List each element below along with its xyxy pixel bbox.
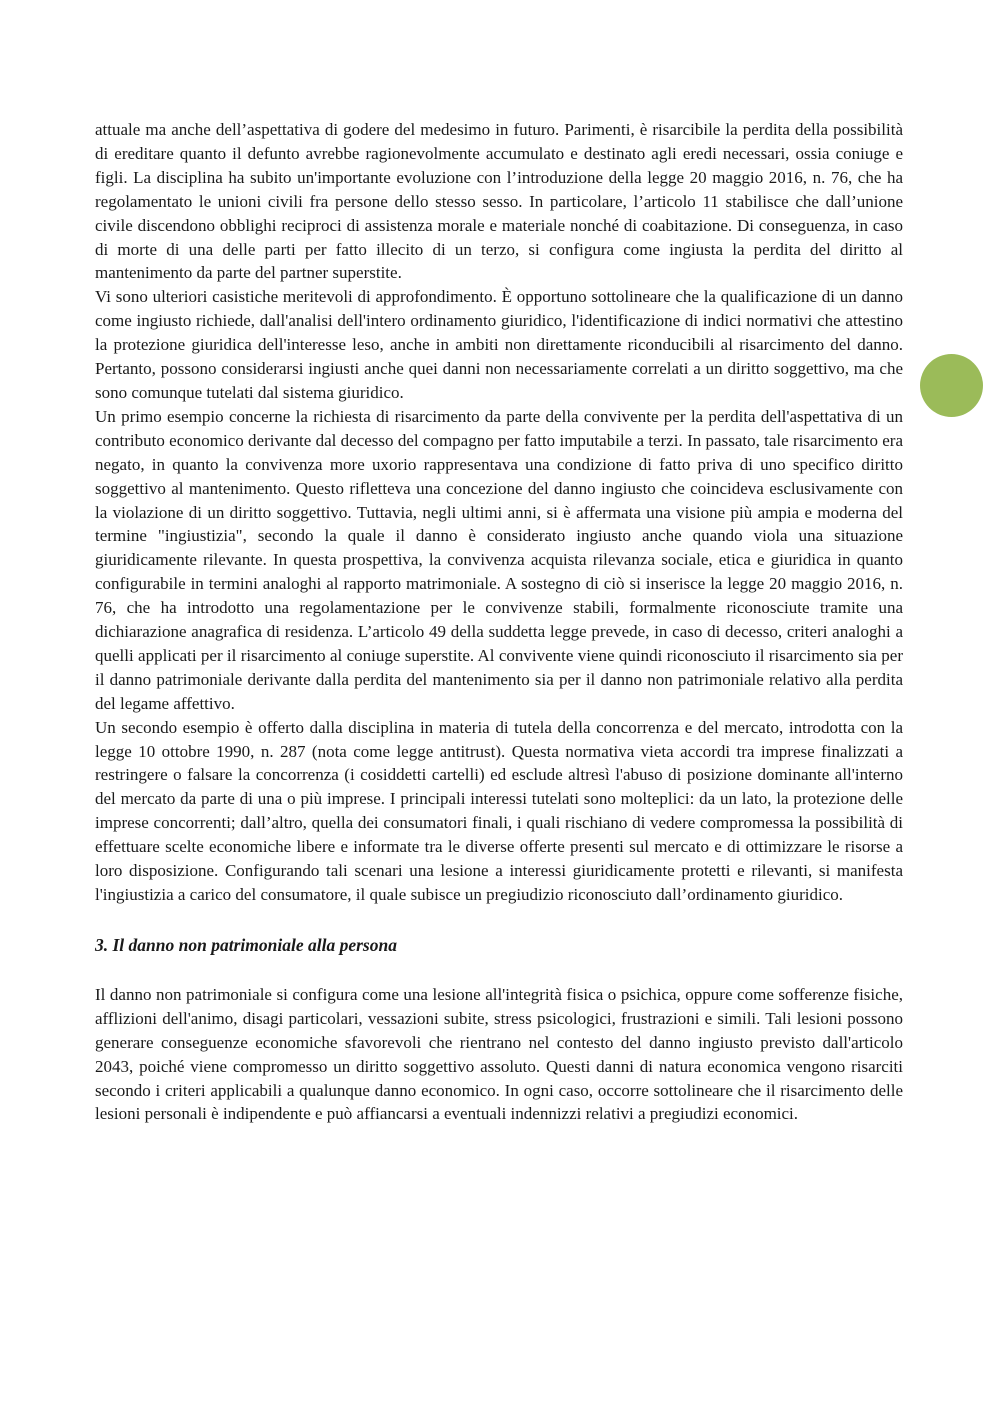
- section-heading: 3. Il danno non patrimoniale alla persona: [95, 934, 397, 955]
- decorative-circle-icon: [920, 354, 983, 417]
- paragraph-1: attuale ma anche dell’aspettativa di godere del medesimo in futuro. Parimenti, è risarcibile la perdita della possibilità di ereditare quanto il defunto avrebbe ragionevolmente accumulato e destinato agli eredi necessari, ossia coniuge e figli. La disciplina ha subito un'importante evoluzione con l’introduzione della legge 20 maggio 2016, n. 76, che ha regolamentato le unioni civili fra persone dello stesso sesso. In particolare, l’articolo 11 stabilisce che dall’unione civile discendono obblighi reciproci di assistenza morale e materiale nonché di coabitazione. Di conseguenza, in caso di morte di una delle parti per fatto illecito di un terzo, si configura come ingiusta la perdita del diritto al mantenimento da parte del partner superstite.: [95, 120, 903, 283]
- document-page: [95, 118, 903, 1126]
- paragraph-3: Un primo esempio concerne la richiesta di risarcimento da parte della convivente per la perdita dell'aspettativa di un contributo economico derivante dal decesso del compagno per fatto imputabile a terzi. In passato, tale risarcimento era negato, in quanto la convivenza more uxorio rappresentava una condizione di fatto priva di uno specifico diritto soggettivo al mantenimento. Questo rifletteva una concezione del danno ingiusto che coincideva esclusivamente con la violazione di un diritto soggettivo. Tuttavia, negli ultimi anni, si è affermata una visione più ampia e moderna del termine "ingiustizia", secondo la quale il danno è considerato ingiusto anche quando viola una situazione giuridicamente rilevante. In questa prospettiva, la convivenza acquista rilevanza sociale, etica e giuridica in quanto configurabile in termini analoghi al rapporto matrimoniale. A sostegno di ciò si inserisce la legge 20 maggio 2016, n. 76, che ha introdotto una regolamentazione per le convivenze stabili, formalmente riconosciute tramite una dichiarazione anagrafica di residenza. L’articolo 49 della suddetta legge prevede, in caso di decesso, criteri analoghi a quelli applicati per il risarcimento al coniuge superstite. Al convivente viene quindi riconosciuto il risarcimento sia per il danno patrimoniale derivante dalla perdita del mantenimento sia per il danno non patrimoniale relativo alla perdita del legame affettivo.: [95, 406, 903, 713]
- paragraph-4: Un secondo esempio è offerto dalla disciplina in materia di tutela della concorrenza e del mercato, introdotta con la legge 10 ottobre 1990, n. 287 (nota come legge antitrust). Questa normativa vieta accordi tra imprese finalizzati a restringere o falsare la concorrenza (i cosiddetti cartelli) ed esclude altresì l'abuso di posizione dominante all'interno del mercato da parte di una o più imprese. I principali interessi tutelati sono molteplici: da un lato, la protezione delle imprese concorrenti; dall’altro, quella dei consumatori finali, i quali rischiano di vedere compromessa la possibilità di effettuare scelte economiche libere e informate tra le diverse offerte presenti sul mercato e di ottimizzare le risorse a loro disposizione. Configurando tali scenari una lesione a interessi giuridicamente protetti e rilevanti, si manifesta l'ingiustizia a carico del consumatore, il quale subisce un pregiudizio riconosciuto dall’ordinamento giuridico.: [95, 717, 903, 904]
- paragraph-5: Il danno non patrimoniale si configura come una lesione all'integrità fisica o psichica, oppure come sofferenze fisiche, afflizioni dell'animo, disagi particolari, vessazioni subite, stress psicologici, frustrazioni e simili. Tali lesioni possono generare conseguenze economiche sfavorevoli che rientrano nel contesto del danno ingiusto previsto dall'articolo 2043, poiché viene compromesso un diritto soggettivo assoluto. Questi danni di natura economica vengono risarciti secondo i criteri applicabili a qualunque danno economico. In ogni caso, occorre sottolineare che il risarcimento delle lesioni personali è indipendente e può affiancarsi a eventuali indennizzi relativi a pregiudizi economici.: [95, 984, 903, 1124]
- paragraph-2: Vi sono ulteriori casistiche meritevoli di approfondimento. È opportuno sottolineare che la qualificazione di un danno come ingiusto richiede, dall'analisi dell'intero ordinamento giuridico, l'identificazione di indici normativi che attestino la protezione giuridica dell'interesse leso, anche in ambiti non direttamente riconducibili al risarcimento del danno. Pertanto, possono considerarsi ingiusti anche quei danni non necessariamente correlati a un diritto soggettivo, ma che sono comunque tutelati dal sistema giuridico.: [95, 287, 903, 402]
